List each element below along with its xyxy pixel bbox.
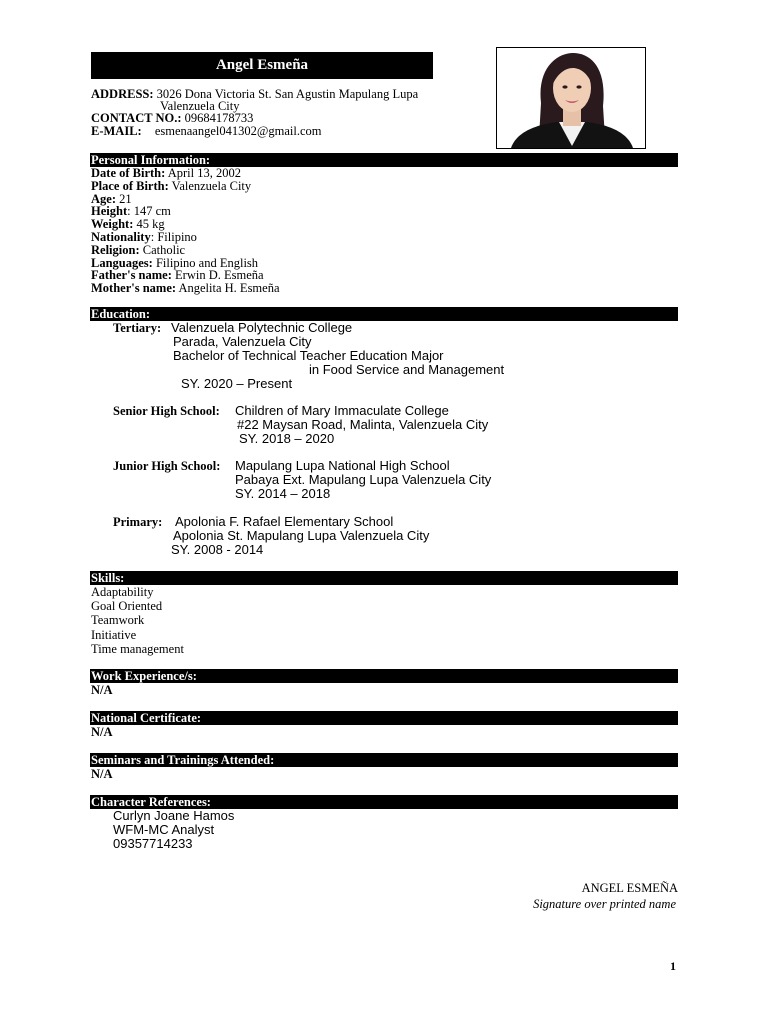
personal-info-label: Weight: <box>91 217 134 232</box>
personal-info-value: April 13, 2002 <box>167 166 241 180</box>
primary-school-year: SY. 2008 - 2014 <box>171 542 264 557</box>
personal-info-row <box>91 282 280 295</box>
skill-item: Adaptability <box>91 585 154 599</box>
shs-label: Senior High School: <box>113 404 220 418</box>
tertiary-address: Parada, Valenzuela City <box>173 334 312 349</box>
personal-info-label: Father's name: <box>91 268 172 283</box>
tertiary-course-1: Bachelor of Technical Teacher Education Major <box>173 348 444 363</box>
personal-info-value: Filipino and English <box>155 255 259 270</box>
shs-school: Children of Mary Immaculate College <box>235 403 449 418</box>
personal-info-value: : Filipino <box>150 230 197 244</box>
jhs-school-year: SY. 2014 – 2018 <box>235 486 331 501</box>
skill-item: Teamwork <box>91 613 145 628</box>
reference-title: WFM-MC Analyst <box>113 822 215 837</box>
jhs-school: Mapulang Lupa National High School <box>235 458 450 473</box>
tertiary-school-year: SY. 2020 – Present <box>181 376 293 391</box>
address-line-2: Valenzuela City <box>160 99 240 113</box>
personal-info-label: Mother's name: <box>91 281 177 296</box>
primary-label: Primary: <box>113 515 163 529</box>
jhs-address: Pabaya Ext. Mapulang Lupa Valenzuela City <box>235 472 492 487</box>
section-header-certificate: National Certificate: <box>90 711 678 725</box>
contact-label: CONTACT NO.: <box>91 111 182 125</box>
personal-info-value: Valenzuela City <box>171 178 252 193</box>
personal-info-label: Languages: <box>91 255 153 270</box>
personal-info-label: Date of Birth: <box>91 166 166 180</box>
jhs-label: Junior High School: <box>113 459 221 473</box>
personal-info-label: Religion: <box>91 242 140 257</box>
reference-phone: 09357714233 <box>113 836 193 851</box>
skill-item: Goal Oriented <box>91 599 163 614</box>
personal-info-label: Height <box>91 204 128 219</box>
personal-info-label: Place of Birth: <box>91 178 169 193</box>
section-header-work: Work Experience/s: <box>90 669 678 683</box>
personal-info-value: Angelita H. Esmeña <box>178 281 280 296</box>
address-line <box>91 88 418 101</box>
email-label: E-MAIL: <box>91 124 142 138</box>
personal-info-value: 21 <box>119 191 132 206</box>
address-value: 3026 Dona Victoria St. San Agustin Mapulang Lupa <box>156 87 419 101</box>
email-line <box>91 125 322 138</box>
personal-info-value: 45 kg <box>136 217 165 232</box>
address-label: ADDRESS: <box>91 87 154 101</box>
name-banner: Angel Esmeña <box>91 52 433 79</box>
signature-name: ANGEL ESMEÑA <box>581 881 678 895</box>
primary-school: Apolonia F. Rafael Elementary School <box>175 514 394 529</box>
section-header-personal: Personal Information: <box>90 153 678 167</box>
signature-caption: Signature over printed name <box>533 897 676 911</box>
skill-item: Time management <box>91 641 184 656</box>
shs-school-year: SY. 2018 – 2020 <box>239 431 335 446</box>
page-number: 1 <box>670 959 676 973</box>
reference-name: Curlyn Joane Hamos <box>113 808 235 823</box>
profile-photo <box>496 47 646 149</box>
section-header-skills: Skills: <box>90 571 678 585</box>
personal-info-label: Nationality <box>91 230 151 244</box>
personal-info-value: Catholic <box>139 242 186 257</box>
shs-address: #22 Maysan Road, Malinta, Valenzuela City <box>237 417 489 432</box>
contact-value: 09684178733 <box>184 111 254 125</box>
personal-info-label: Age: <box>91 191 116 206</box>
work-value: N/A <box>91 683 113 697</box>
tertiary-course-2: in Food Service and Management <box>309 362 505 377</box>
personal-info-value: : 147 cm <box>127 204 171 219</box>
primary-address: Apolonia St. Mapulang Lupa Valenzuela City <box>173 528 430 543</box>
certificate-value: N/A <box>91 725 113 739</box>
section-header-seminars: Seminars and Trainings Attended: <box>90 753 678 767</box>
tertiary-school: Valenzuela Polytechnic College <box>171 320 353 335</box>
seminars-value: N/A <box>91 767 113 781</box>
section-header-education: Education: <box>90 307 678 321</box>
personal-info-value: Erwin D. Esmeña <box>175 268 264 283</box>
skill-item: Initiative <box>91 627 137 642</box>
section-header-references: Character References: <box>90 795 678 809</box>
portrait-image <box>497 48 645 148</box>
email-value: esmenaangel041302@gmail.com <box>154 124 322 138</box>
tertiary-label: Tertiary: <box>113 321 162 335</box>
